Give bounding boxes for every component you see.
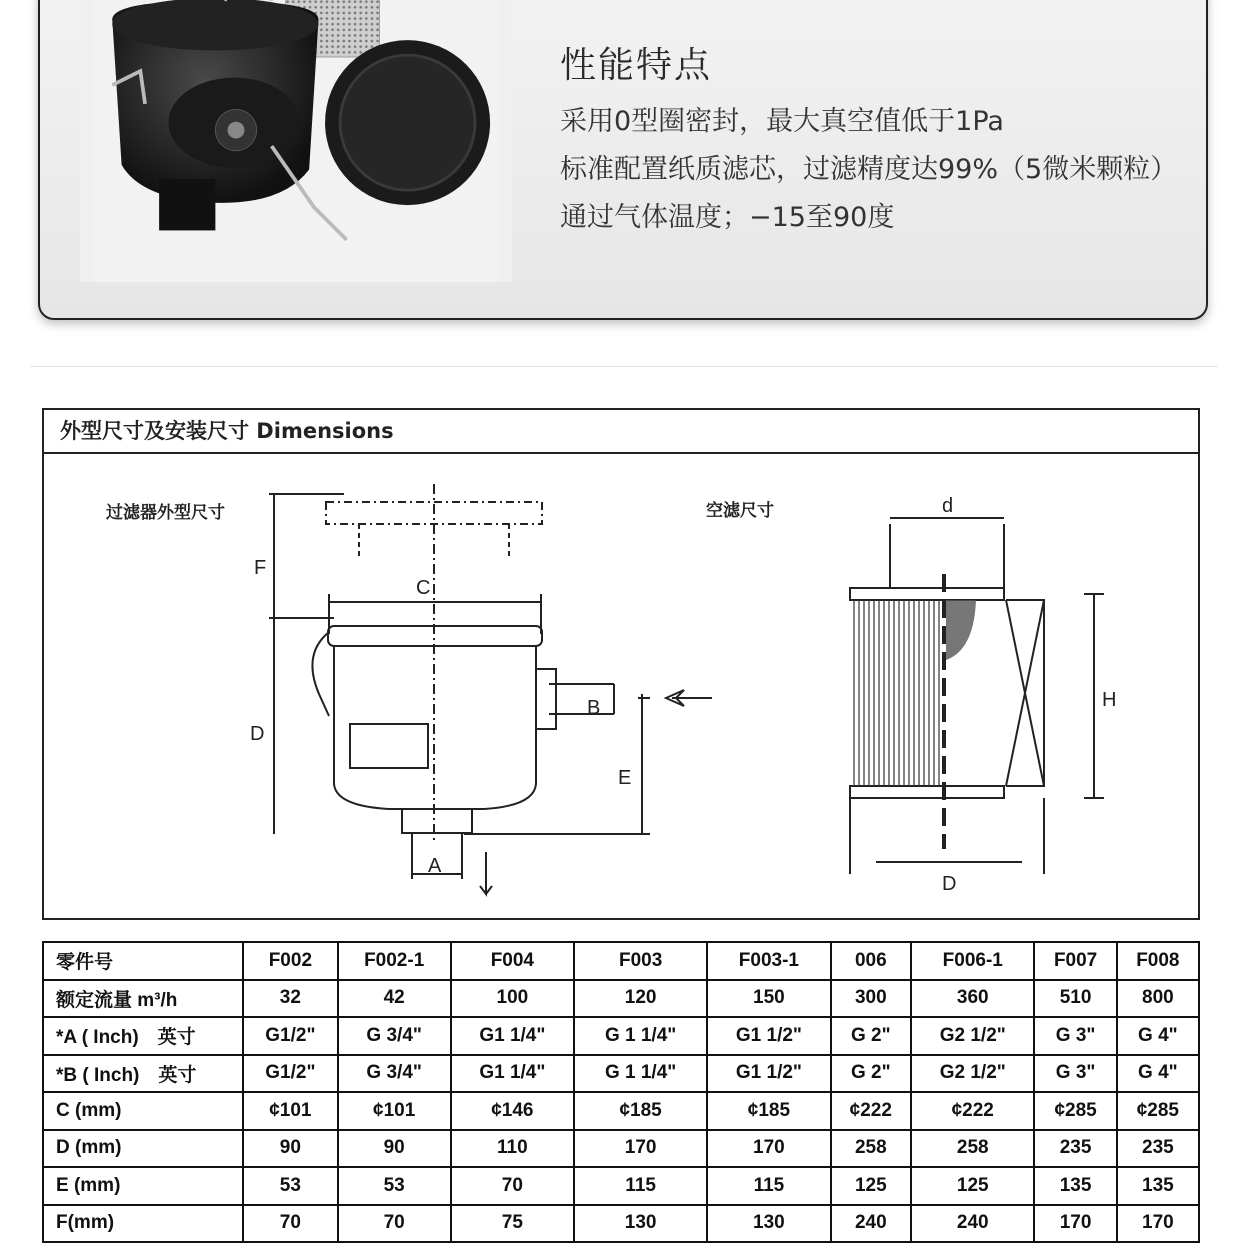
table-cell: 170 xyxy=(1117,1205,1199,1243)
dim-letter-d-outer: D xyxy=(942,873,957,895)
table-cell: 100 xyxy=(451,980,574,1018)
table-cell: 130 xyxy=(707,1205,830,1243)
table-cell: ¢222 xyxy=(831,1092,911,1130)
table-cell: 300 xyxy=(831,980,911,1018)
table-cell: G 3/4" xyxy=(338,1017,451,1055)
table-cell: ¢101 xyxy=(243,1092,338,1130)
table-cell: 800 xyxy=(1117,980,1199,1018)
section-divider xyxy=(30,366,1218,367)
dim-letter-d: D xyxy=(250,723,265,745)
dim-letter-c: C xyxy=(416,577,431,599)
dim-letter-h: H xyxy=(1102,689,1117,711)
table-cell: 70 xyxy=(451,1167,574,1205)
feature-line: 通过气体温度；−15至90度 xyxy=(560,202,895,233)
table-row xyxy=(43,1017,1199,1055)
table-cell: 53 xyxy=(338,1167,451,1205)
table-row xyxy=(43,1130,1199,1168)
table-cell: G1 1/4" xyxy=(451,1055,574,1093)
table-cell: ¢285 xyxy=(1034,1092,1116,1130)
table-cell: 42 xyxy=(338,980,451,1018)
table-row xyxy=(43,1205,1199,1243)
table-cell: G 3" xyxy=(1034,1017,1116,1055)
table-cell: 258 xyxy=(831,1130,911,1168)
table-cell: G1 1/2" xyxy=(707,1055,830,1093)
table-cell: ¢185 xyxy=(707,1092,830,1130)
table-cell: 170 xyxy=(707,1130,830,1168)
table-cell: G 3/4" xyxy=(338,1055,451,1093)
table-cell: 240 xyxy=(831,1205,911,1243)
filter-outline-label: 过滤器外型尺寸 xyxy=(106,503,225,523)
table-cell: 258 xyxy=(911,1130,1034,1168)
row-header-cell: C (mm) xyxy=(43,1092,243,1130)
table-cell: G1/2" xyxy=(243,1055,338,1093)
dim-letter-a: A xyxy=(428,855,442,877)
spec-table xyxy=(42,941,1200,1243)
table-cell: 130 xyxy=(574,1205,707,1243)
table-cell: 235 xyxy=(1117,1130,1199,1168)
features-title: 性能特点 xyxy=(560,45,713,86)
table-cell: G 2" xyxy=(831,1055,911,1093)
dimensions-title: 外型尺寸及安装尺寸 Dimensions xyxy=(44,410,1198,454)
table-row xyxy=(43,1092,1199,1130)
row-header-cell: E (mm) xyxy=(43,1167,243,1205)
table-cell: F002 xyxy=(243,942,338,980)
table-cell: 70 xyxy=(338,1205,451,1243)
row-header-cell: 零件号 xyxy=(43,942,243,980)
table-cell: G2 1/2" xyxy=(911,1017,1034,1055)
table-cell: ¢285 xyxy=(1117,1092,1199,1130)
table-header-row xyxy=(43,942,1199,980)
table-cell: F003 xyxy=(574,942,707,980)
table-cell: 240 xyxy=(911,1205,1034,1243)
table-row xyxy=(43,980,1199,1018)
table-cell: 510 xyxy=(1034,980,1116,1018)
table-cell: 53 xyxy=(243,1167,338,1205)
table-cell: 170 xyxy=(1034,1205,1116,1243)
table-cell: F008 xyxy=(1117,942,1199,980)
table-cell: 115 xyxy=(707,1167,830,1205)
table-cell: G 1 1/4" xyxy=(574,1017,707,1055)
table-cell: G 4" xyxy=(1117,1055,1199,1093)
table-cell: 110 xyxy=(451,1130,574,1168)
table-cell: F004 xyxy=(451,942,574,980)
product-card xyxy=(38,0,1208,320)
table-cell: 135 xyxy=(1034,1167,1116,1205)
table-cell: G 1 1/4" xyxy=(574,1055,707,1093)
table-cell: G1 1/2" xyxy=(707,1017,830,1055)
table-cell: ¢222 xyxy=(911,1092,1034,1130)
table-cell: ¢101 xyxy=(338,1092,451,1130)
table-cell: G 4" xyxy=(1117,1017,1199,1055)
table-row xyxy=(43,1167,1199,1205)
table-cell: G1/2" xyxy=(243,1017,338,1055)
table-cell: F007 xyxy=(1034,942,1116,980)
table-cell: 006 xyxy=(831,942,911,980)
table-cell: G 3" xyxy=(1034,1055,1116,1093)
table-cell: 120 xyxy=(574,980,707,1018)
table-cell: G2 1/2" xyxy=(911,1055,1034,1093)
table-cell: 235 xyxy=(1034,1130,1116,1168)
features-block xyxy=(560,42,1177,242)
table-cell: 75 xyxy=(451,1205,574,1243)
dim-letter-b: B xyxy=(587,697,601,719)
table-cell: ¢185 xyxy=(574,1092,707,1130)
table-cell: 170 xyxy=(574,1130,707,1168)
table-cell: G 2" xyxy=(831,1017,911,1055)
row-header-cell: *A ( Inch) 英寸 xyxy=(43,1017,243,1055)
table-cell: 115 xyxy=(574,1167,707,1205)
element-size-label: 空滤尺寸 xyxy=(706,501,774,521)
table-cell: 70 xyxy=(243,1205,338,1243)
table-cell: 125 xyxy=(831,1167,911,1205)
product-photo xyxy=(80,0,512,282)
dimensions-panel xyxy=(42,408,1200,920)
table-cell: 90 xyxy=(243,1130,338,1168)
spec-table-body xyxy=(43,942,1199,1242)
table-cell: F003-1 xyxy=(707,942,830,980)
table-cell: 360 xyxy=(911,980,1034,1018)
row-header-cell: F(mm) xyxy=(43,1205,243,1243)
dimensions-drawing xyxy=(44,454,1198,918)
table-cell: F006-1 xyxy=(911,942,1034,980)
dim-letter-e: E xyxy=(618,767,632,789)
table-cell: G1 1/4" xyxy=(451,1017,574,1055)
row-header-cell: 额定流量 m³/h xyxy=(43,980,243,1018)
table-cell: 32 xyxy=(243,980,338,1018)
table-cell: 125 xyxy=(911,1167,1034,1205)
table-row xyxy=(43,1055,1199,1093)
table-cell: 135 xyxy=(1117,1167,1199,1205)
dim-letter-d-small: d xyxy=(942,495,954,517)
table-cell: ¢146 xyxy=(451,1092,574,1130)
feature-line: 采用0型圈密封，最大真空值低于1Pa xyxy=(560,106,1004,137)
feature-line: 标准配置纸质滤芯，过滤精度达99%（5微米颗粒） xyxy=(560,154,1178,185)
row-header-cell: *B ( Inch) 英寸 xyxy=(43,1055,243,1093)
row-header-cell: D (mm) xyxy=(43,1130,243,1168)
table-cell: 90 xyxy=(338,1130,451,1168)
table-cell: 150 xyxy=(707,980,830,1018)
table-cell: F002-1 xyxy=(338,942,451,980)
dim-letter-f: F xyxy=(254,557,267,579)
